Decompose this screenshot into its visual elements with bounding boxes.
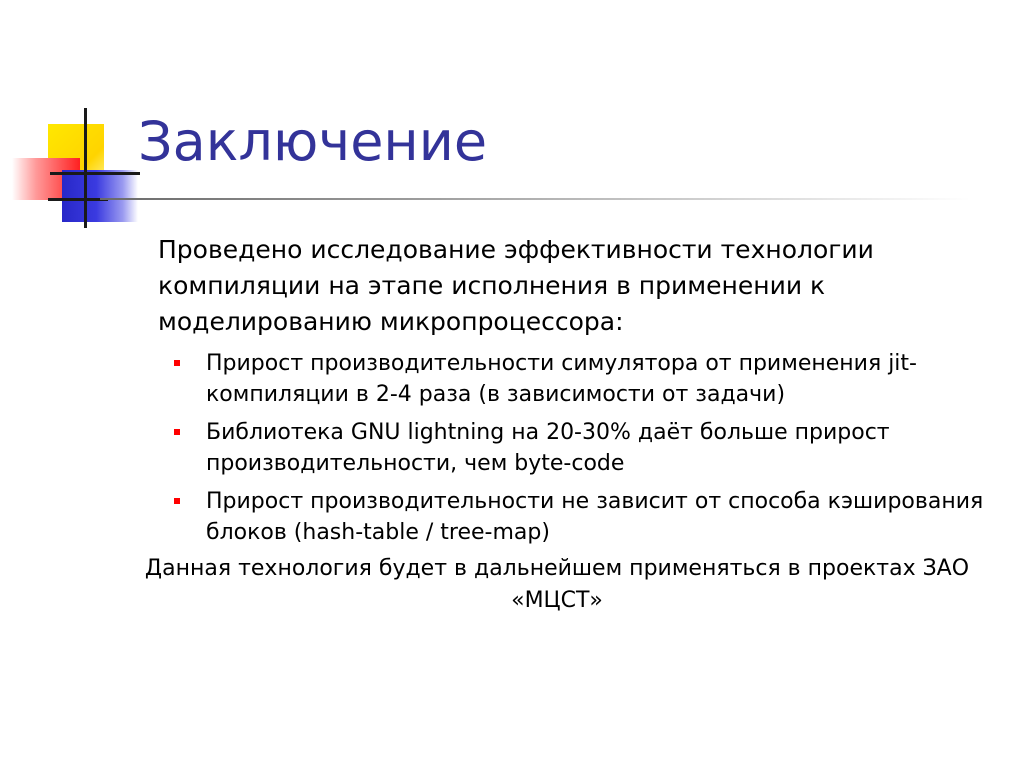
- bullet-item: [168, 486, 988, 548]
- square-bullet-icon: [174, 429, 180, 435]
- bullet-item: [168, 417, 988, 479]
- logo-vertical-line: [84, 108, 87, 228]
- square-bullet-icon: [174, 498, 180, 504]
- logo-horizontal-line: [50, 172, 140, 175]
- logo-blue-square: [62, 170, 138, 222]
- slide-title: Заключение: [138, 110, 488, 173]
- bullet-text: Прирост производительности не зависит от способа кэширования блоков (hash-table / tree-map): [206, 489, 984, 545]
- bullet-text: Прирост производительности симулятора от применения jit-компиляции в 2-4 раза (в зависимости от задачи): [206, 351, 917, 407]
- intro-paragraph: Проведено исследование эффективности технологии компиляции на этапе исполнения в применении к моделированию микропроцессора:: [158, 235, 874, 336]
- square-bullet-icon: [174, 360, 180, 366]
- conclusion-text: Данная технология будет в дальнейшем применяться в проектах ЗАО «МЦСТ»: [144, 556, 970, 613]
- bullet-list: [168, 348, 988, 555]
- title-underline-rule: [100, 198, 970, 200]
- logo-horizontal-line-lower: [48, 198, 108, 201]
- bullet-text: Библиотека GNU lightning на 20-30% даёт больше прирост производительности, чем byte-code: [206, 420, 890, 476]
- bullet-item: [168, 348, 988, 410]
